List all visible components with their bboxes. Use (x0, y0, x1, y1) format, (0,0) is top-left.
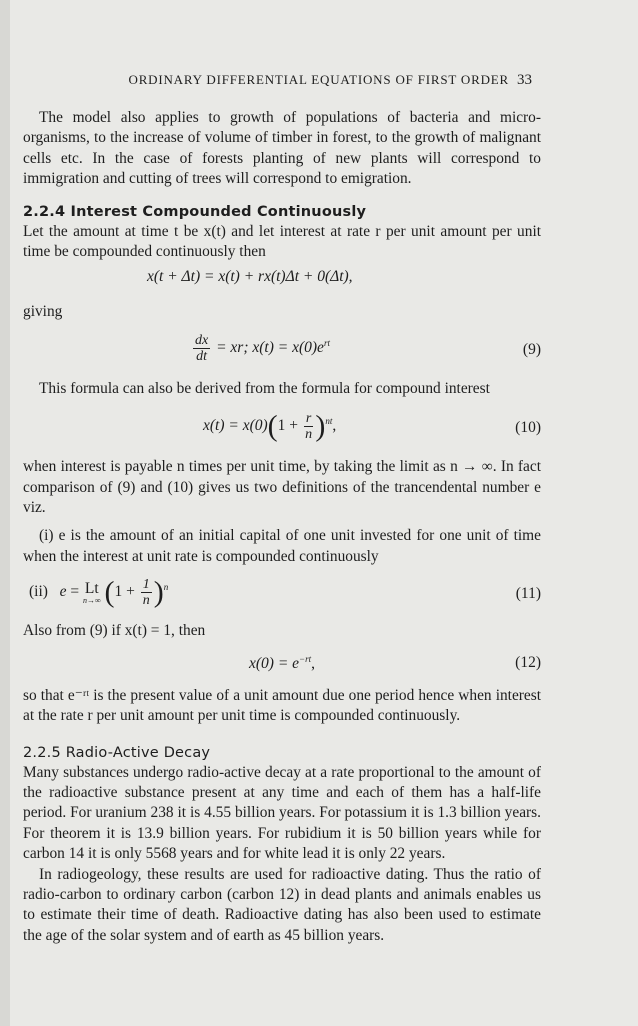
paragraph-limit: when interest is payable n times per unit time, by taking the limit as n → ∞. In fact comparison of (9) and (10) gives us two definitions of the trancendental number e viz. (23, 458, 541, 517)
running-header (0, 72, 532, 89)
equation-11-formula: (ii) e = Lt n→∞ (1 + $\frac{1}{n}$ )$^n$ (29, 575, 169, 609)
page-number: 33 (517, 72, 532, 88)
equation-11-label: (ii) (29, 583, 48, 601)
page-body (23, 108, 541, 946)
paragraph-also-from: Also from (9) if x(t) = 1, then (23, 622, 206, 640)
equation-10 (23, 407, 541, 451)
equation-9: $\frac{dx}{dt}$ = xr; $x(t) = x(0)e^{rt}$ (9) (195, 332, 541, 364)
paragraph-definition-i: (i) e is the amount of an initial capital of one unit invested for one unit of time when the interest at unit rate is compounded continuously (23, 527, 541, 565)
equation-9-rhs: = xr; x(t) = x(0)e (216, 338, 324, 356)
paragraph-interest-intro: Let the amount at time t be x(t) and let interest at rate r per unit amount per unit time be compounded continuously then (23, 222, 541, 261)
section-heading-2-2-4: 2.2.4 Interest Compounded Continuously (23, 203, 367, 220)
paragraph-compound-formula: This formula can also be derived from the formula for compound interest (39, 379, 490, 397)
equation-increment-text: x(t + Δt) = x(t) + rx(t)Δt + 0(Δt), (147, 268, 353, 286)
section-heading-2-2-5: 2.2.5 Radio-Active Decay (23, 744, 211, 761)
equation-11-number: (11) (515, 585, 541, 603)
equation-12-number: (12) (515, 653, 541, 671)
header-title: ORDINARY DIFFERENTIAL EQUATIONS OF FIRST ORDER (128, 72, 509, 87)
paragraph-decay: Many substances undergo radio-active decay at a rate proportional to the amount of the radioactive substance present at any time and each of them has a half-life period. For uranium 238 it is 4.55 billion years. For potassium it is 1.3 billion years. For theorem it is 13.9 billion years. For rubidium it is 50 billion years while for carbon 14 it is only 5568 years and for white lead it is only 22 years. (23, 763, 541, 863)
equation-9-number: (9) (522, 340, 541, 358)
equation-11 (23, 573, 541, 619)
word-giving: giving (23, 303, 63, 321)
equation-10-formula: x(t) = x(0)(1 + $\frac{r}{n}$ )$^{nt}$, (203, 409, 337, 443)
paragraph-applications: The model also applies to growth of populations of bacteria and micro-organisms, to the increase of volume of timber in forest, to the growth of malignant cells etc. In the case of forests planting of new plants will correspond to immigration and cutting of trees will correspond to emigration. (23, 109, 541, 188)
paragraph-radiogeology: In radiogeology, these results are used for radioactive dating. Thus the ratio of radio-carbon to ordinary carbon (carbon 12) in dead plants and animals enables us to estimate their time of death. Radioactive dating has also been used to estimate the age of the solar system and of earth as 45 billion years. (23, 865, 541, 944)
equation-12: $x(0) = e^{-rt}$, (12) (249, 653, 541, 672)
equation-increment (23, 268, 541, 298)
paragraph-present-value: so that e⁻ʳᵗ is the present value of a unit amount due one period hence when interest at the rate r per unit amount per unit time is compounded continuously. (23, 686, 541, 725)
equation-10-number: (10) (515, 419, 541, 437)
equation-12-lhs: x(0) = e (249, 654, 300, 672)
fraction-dx-dt: $\frac{dx}{dt}$ (195, 332, 209, 364)
page-edge-shadow (0, 0, 10, 1026)
